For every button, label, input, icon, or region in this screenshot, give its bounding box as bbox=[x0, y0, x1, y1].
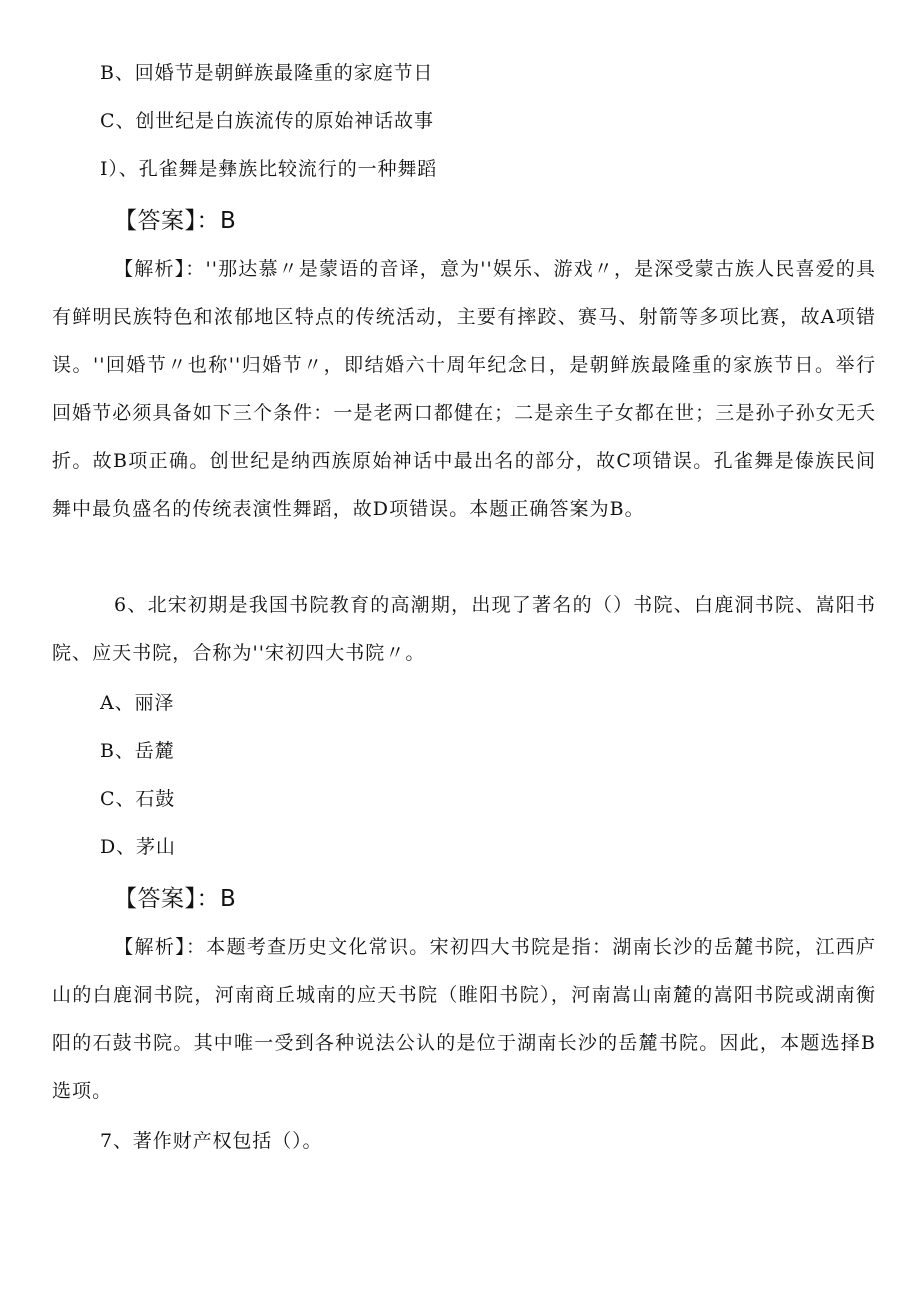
q6-option-a: A、丽泽 bbox=[100, 692, 175, 714]
option-d-prev: I）、孔雀舞是彝族比较流行的一种舞蹈 bbox=[100, 158, 438, 180]
explanation-paragraph-1 bbox=[52, 245, 876, 533]
answer-line-1: 【答案】：B bbox=[114, 208, 237, 234]
q6-option-c: C、石鼓 bbox=[100, 788, 176, 810]
question-6-text: 6、北宋初期是我国书院教育的高潮期，出现了著名的（）书院、白鹿洞书院、嵩阳书院、应天书院，合称为''宋初四大书院〃。 bbox=[52, 594, 876, 664]
explanation-paragraph-2 bbox=[52, 923, 876, 1115]
answer-line-2: 【答案】：B bbox=[114, 886, 237, 912]
question-6-paragraph bbox=[52, 581, 876, 677]
option-b-prev: B、回婚节是朝鲜族最隆重的家庭节日 bbox=[100, 62, 434, 84]
option-c-prev: C、创世纪是白族流传的原始神话故事 bbox=[100, 110, 434, 132]
explanation-text-2: 【解析】：本题考查历史文化常识。宋初四大书院是指：湖南长沙的岳麓书院，江西庐山的白鹿洞书院，河南商丘城南的应天书院（睢阳书院），河南嵩山南麓的嵩阳书院或湖南衡阳的石鼓书院。其中唯一受到各种说法公认的是位于湖南长沙的岳麓书院。因此，本题选择B选项。 bbox=[52, 936, 876, 1102]
q6-option-d: D、茅山 bbox=[100, 836, 176, 858]
question-7: 7、著作财产权包括（）。 bbox=[100, 1130, 323, 1152]
q6-option-b: B、岳麓 bbox=[100, 740, 175, 762]
explanation-text-1: 【解析】：''那达慕〃是蒙语的音译，意为''娱乐、游戏〃，是深受蒙古族人民喜爱的具有鲜明民族特色和浓郁地区特点的传统活动，主要有摔跤、赛马、射箭等多项比赛，故A项错误。''回婚节〃也称''归婚节〃，即结婚六十周年纪念日，是朝鲜族最隆重的家族节日。举行回婚节必须具备如下三个条件：一是老两口都健在；二是亲生子女都在世；三是孙子孙女无夭折。故B项正确。创世纪是纳西族原始神话中最出名的部分，故C项错误。孔雀舞是傣族民间舞中最负盛名的传统表演性舞蹈，故D项错误。本题正确答案为B。 bbox=[52, 258, 876, 520]
